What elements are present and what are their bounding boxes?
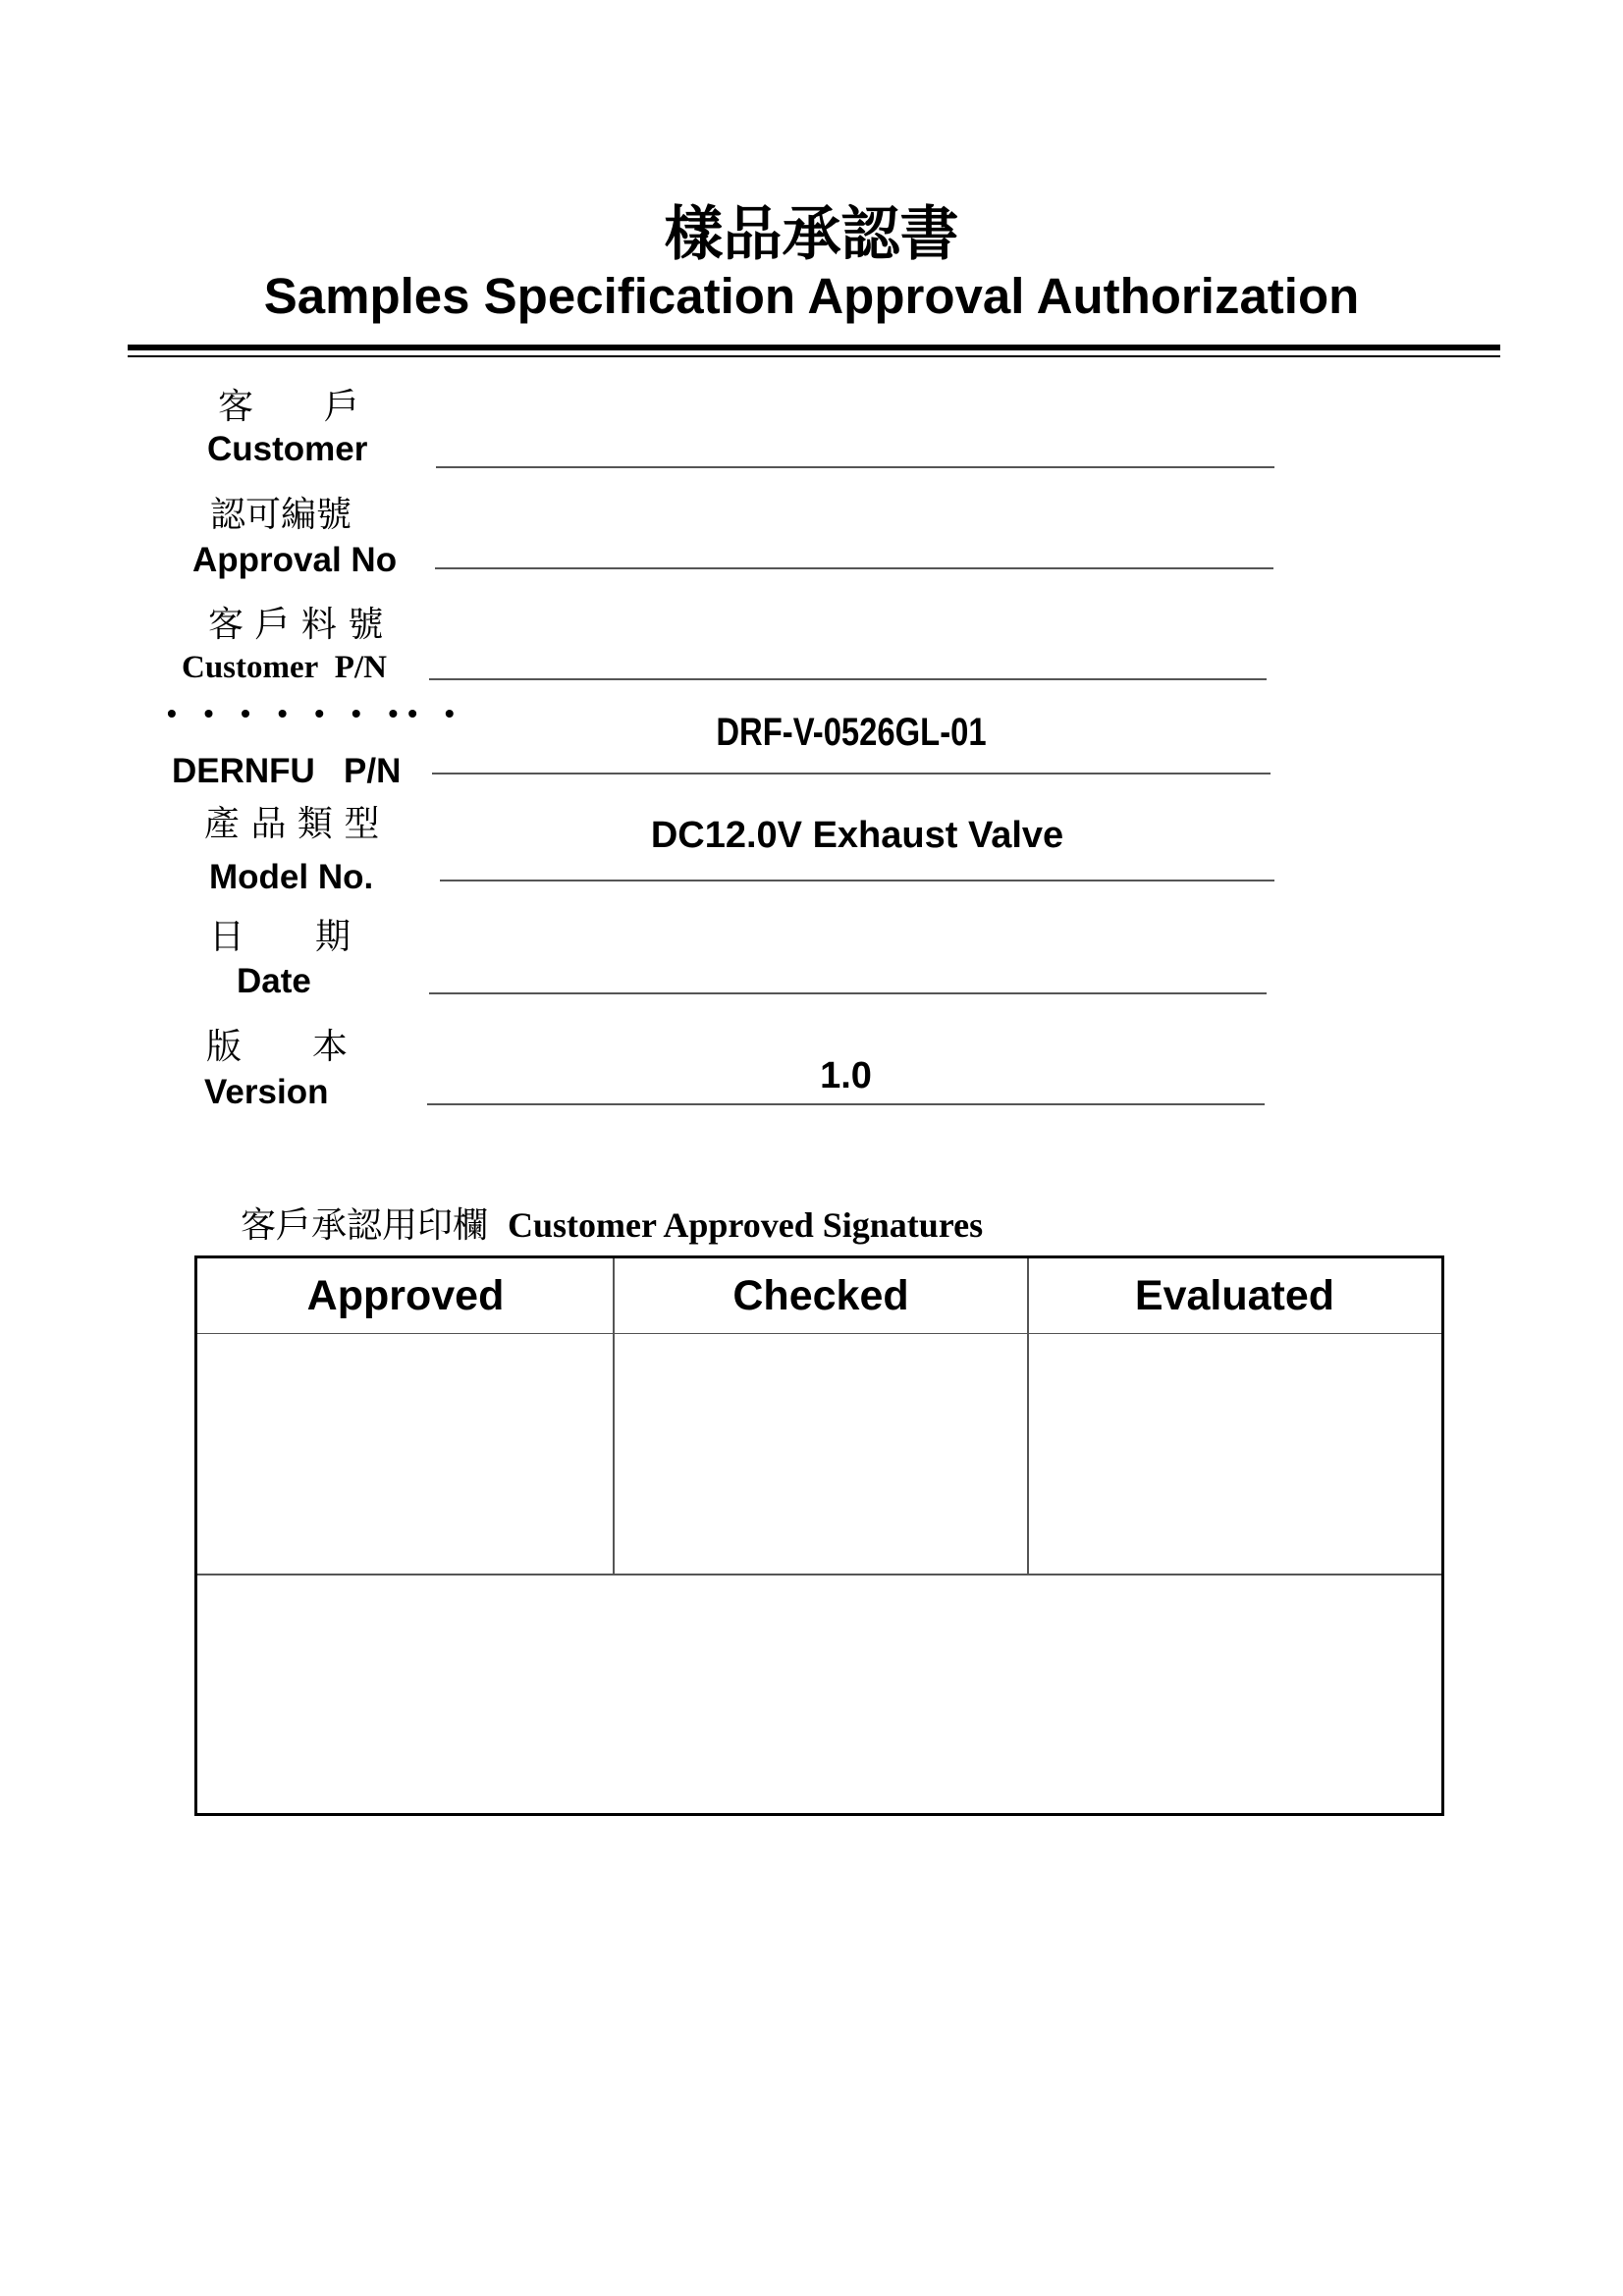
approval-no-label: Approval No [192, 541, 398, 579]
signatures-remarks-area[interactable] [197, 1575, 1441, 1813]
customer-label: Customer [207, 430, 368, 468]
approved-signature-cell[interactable] [197, 1334, 613, 1574]
date-underline [429, 992, 1267, 994]
customer-label-chinese: 客 戶 [218, 387, 360, 427]
version-underline [427, 1103, 1265, 1105]
model-no-label: Model No. [209, 858, 374, 896]
signatures-heading-english: Customer Approved Signatures [508, 1205, 984, 1245]
checked-column-header: Checked [732, 1272, 909, 1319]
dernfu-pn-label-marks: • • • • • • •• • [167, 698, 464, 728]
title-rule-thin [128, 355, 1500, 357]
customer-pn-label-chinese: 客 戶 料 號 [208, 605, 384, 645]
approved-column-header: Approved [306, 1272, 505, 1319]
dernfu-pn-label: DERNFU P/N [172, 752, 402, 790]
version-label-chinese: 版 本 [206, 1027, 349, 1067]
dernfu-pn-value[interactable]: DRF-V-0526GL-01 [716, 711, 987, 754]
model-no-label-chinese: 產 品 類 型 [204, 804, 380, 844]
checked-signature-cell[interactable] [615, 1334, 1027, 1574]
signatures-heading-chinese: 客戶承認用印欄 [241, 1205, 489, 1246]
document-title-english: Samples Specification Approval Authorization [263, 268, 1360, 324]
version-value[interactable]: 1.0 [820, 1055, 872, 1096]
model-no-value[interactable]: DC12.0V Exhaust Valve [650, 815, 1064, 856]
approval-no-underline [435, 567, 1273, 569]
evaluated-signature-cell[interactable] [1029, 1334, 1441, 1574]
model-no-underline [440, 880, 1274, 881]
approval-no-label-chinese: 認可編號 [210, 495, 352, 535]
customer-pn-label: Customer P/N [182, 650, 387, 685]
signatures-table [194, 1255, 1444, 1816]
signatures-heading [241, 1203, 983, 1248]
customer-pn-underline [429, 678, 1267, 680]
title-rule-thick [128, 345, 1500, 350]
date-label-chinese: 日 期 [209, 917, 352, 957]
signatures-header-row [197, 1258, 1441, 1334]
date-label: Date [237, 962, 311, 1000]
customer-underline [436, 466, 1274, 468]
dernfu-pn-underline [432, 773, 1271, 774]
document-title-chinese: 樣品承認書 [664, 200, 959, 269]
evaluated-column-header: Evaluated [1134, 1272, 1335, 1319]
version-label: Version [204, 1073, 329, 1111]
